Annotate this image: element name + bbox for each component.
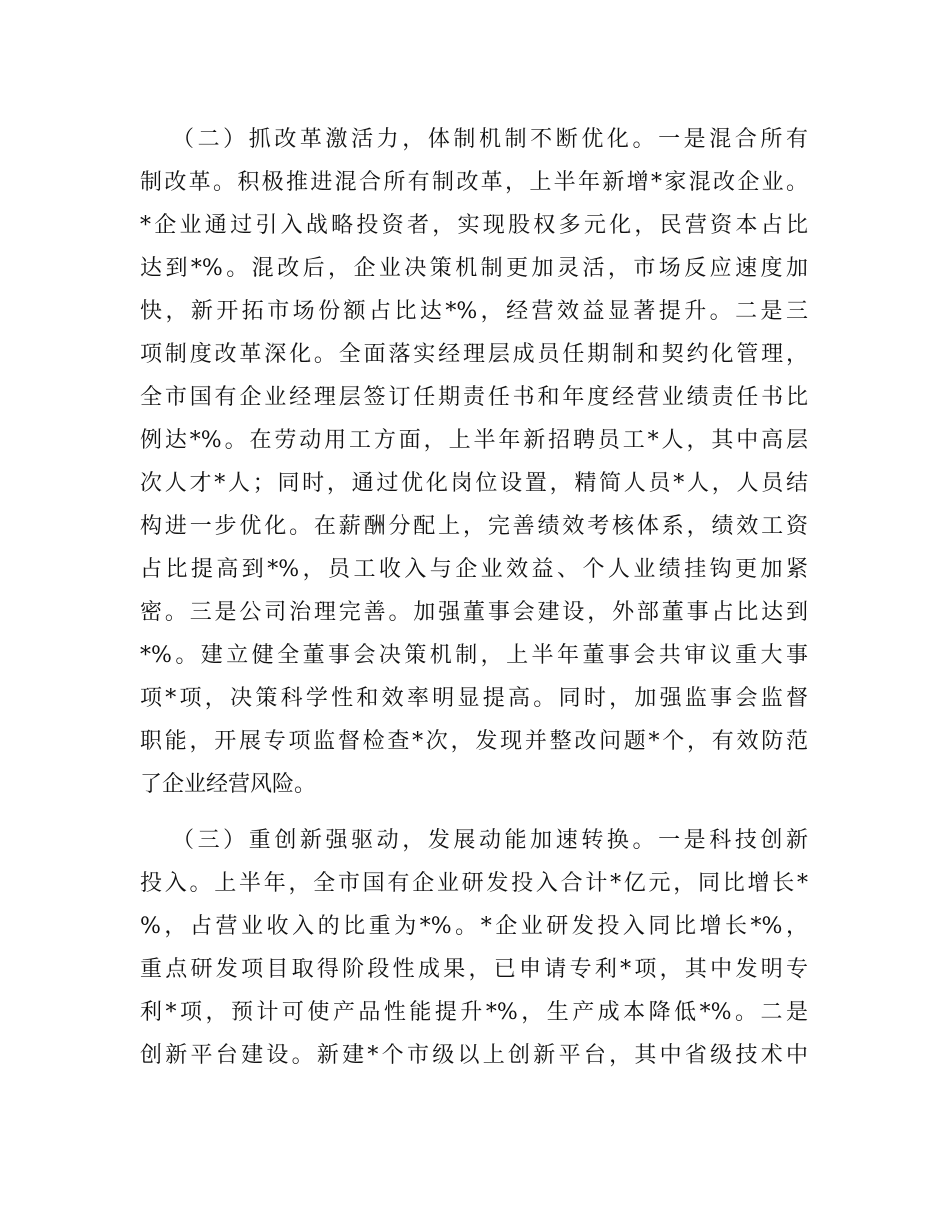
text-line: 职能，开展专项监督检查*次，发现并整改问题*个，有效防范 [140, 729, 808, 754]
text-line: *企业通过引入战略投资者，实现股权多元化，民营资本占比 [140, 213, 808, 238]
text-line: 重点研发项目取得阶段性成果，已申请专利*项，其中发明专 [140, 957, 808, 982]
text-line: 快，新开拓市场份额占比达*%，经营效益显著提升。二是三 [140, 299, 808, 324]
text-line: 项*项，决策科学性和效率明显提高。同时，加强监事会监督 [140, 686, 808, 711]
text-line: 次人才*人；同时，通过优化岗位设置，精简人员*人，人员结 [140, 471, 808, 496]
text-line: 密。三是公司治理完善。加强董事会建设，外部董事占比达到 [140, 600, 808, 625]
text-line: （二）抓改革激活力，体制机制不断优化。一是混合所有 [172, 127, 808, 152]
text-line: 占比提高到*%，员工收入与企业效益、个人业绩挂钩更加紧 [140, 557, 808, 582]
text-line: 构进一步优化。在薪酬分配上，完善绩效考核体系，绩效工资 [140, 514, 808, 539]
text-line: 全市国有企业经理层签订任期责任书和年度经营业绩责任书比 [140, 385, 808, 410]
text-line: 投入。上半年，全市国有企业研发投入合计*亿元，同比增长* [140, 871, 808, 896]
text-line: %，占营业收入的比重为*%。*企业研发投入同比增长*%， [140, 914, 808, 939]
text-line: 项制度改革深化。全面落实经理层成员任期制和契约化管理， [140, 342, 808, 367]
text-line: *%。建立健全董事会决策机制，上半年董事会共审议重大事 [140, 643, 808, 668]
paragraph-reform [140, 118, 808, 806]
text-line: 了企业经营风险。 [140, 772, 317, 797]
text-line: 达到*%。混改后，企业决策机制更加灵活，市场反应速度加 [140, 256, 808, 281]
text-line: 例达*%。在劳动用工方面，上半年新招聘员工*人，其中高层 [140, 428, 808, 453]
text-line: 创新平台建设。新建*个市级以上创新平台，其中省级技术中 [140, 1043, 808, 1068]
text-line: 利*项，预计可使产品性能提升*%，生产成本降低*%。二是 [140, 1000, 808, 1025]
text-line: 制改革。积极推进混合所有制改革，上半年新增*家混改企业。 [140, 170, 808, 195]
document-page [140, 118, 808, 1077]
text-line: （三）重创新强驱动，发展动能加速转换。一是科技创新 [172, 828, 808, 853]
paragraph-innovation [140, 819, 808, 1077]
